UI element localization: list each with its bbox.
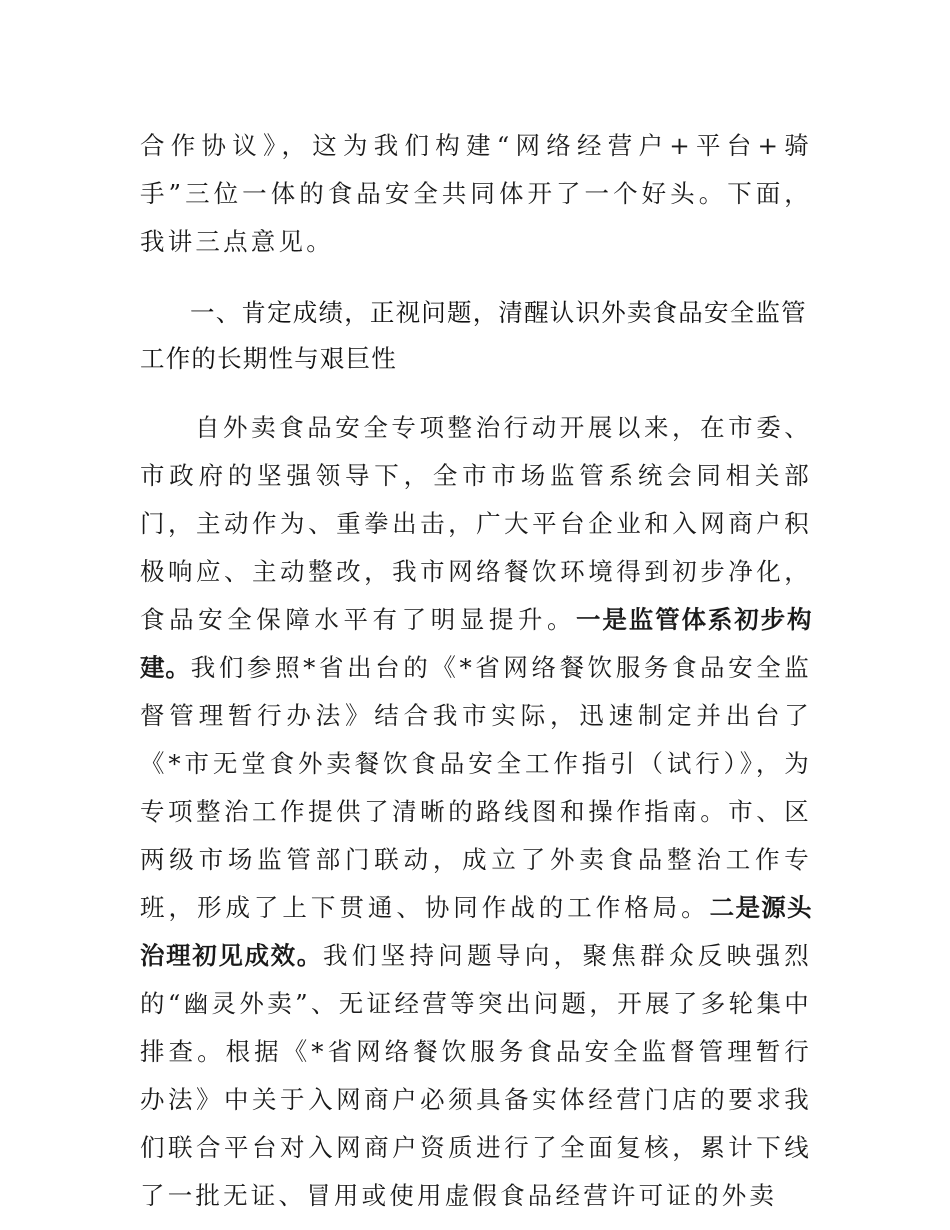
point-two-title: 二是源头治理初见成效。 (140, 893, 813, 970)
document-page (140, 122, 812, 1220)
point-one-title: 一是监管体系初步构建。 (140, 605, 813, 682)
point-two-text: 我们坚持问题导向，聚焦群众反映强烈的“幽灵外卖”、无证经营等突出问题，开展了多轮集中排查。根据《*省网络餐饮服务食品安全监督管理暂行办法》中关于入网商户必须具备实体经营门店的要求我们联合平台对入网商户资质进行了全面复核，累计下线了一批无证、冒用或使用虚假食品经营许可证的外卖 (140, 941, 813, 1210)
body-paragraph (140, 404, 812, 1220)
intro-paragraph: 合作协议》，这为我们构建“网络经营户+平台+骑手”三位一体的食品安全共同体开了一个好头。下面，我讲三点意见。 (140, 131, 812, 256)
paragraph-opening: 自外卖食品安全专项整治行动开展以来，在市委、市政府的坚强领导下，全市市场监管系统会同相关部门，主动作为、重拳出击，广大平台企业和入网商户积极响应、主动整改，我市网络餐饮环境得到初步净化，食品安全保障水平有了明显提升。 (140, 413, 812, 634)
point-one-text: 我们参照*省出台的《*省网络餐饮服务食品安全监督管理暂行办法》结合我市实际，迅速制定并出台了《*市无堂食外卖餐饮食品安全工作指引（试行）》，为专项整治工作提供了清晰的路线图和操作指南。市、区两级市场监管部门联动，成立了外卖食品整治工作专班，形成了上下贯通、协同作战的工作格局。 (140, 653, 813, 922)
section-heading: 一、肯定成绩，正视问题，清醒认识外卖食品安全监管工作的长期性与艰巨性 (140, 298, 807, 373)
